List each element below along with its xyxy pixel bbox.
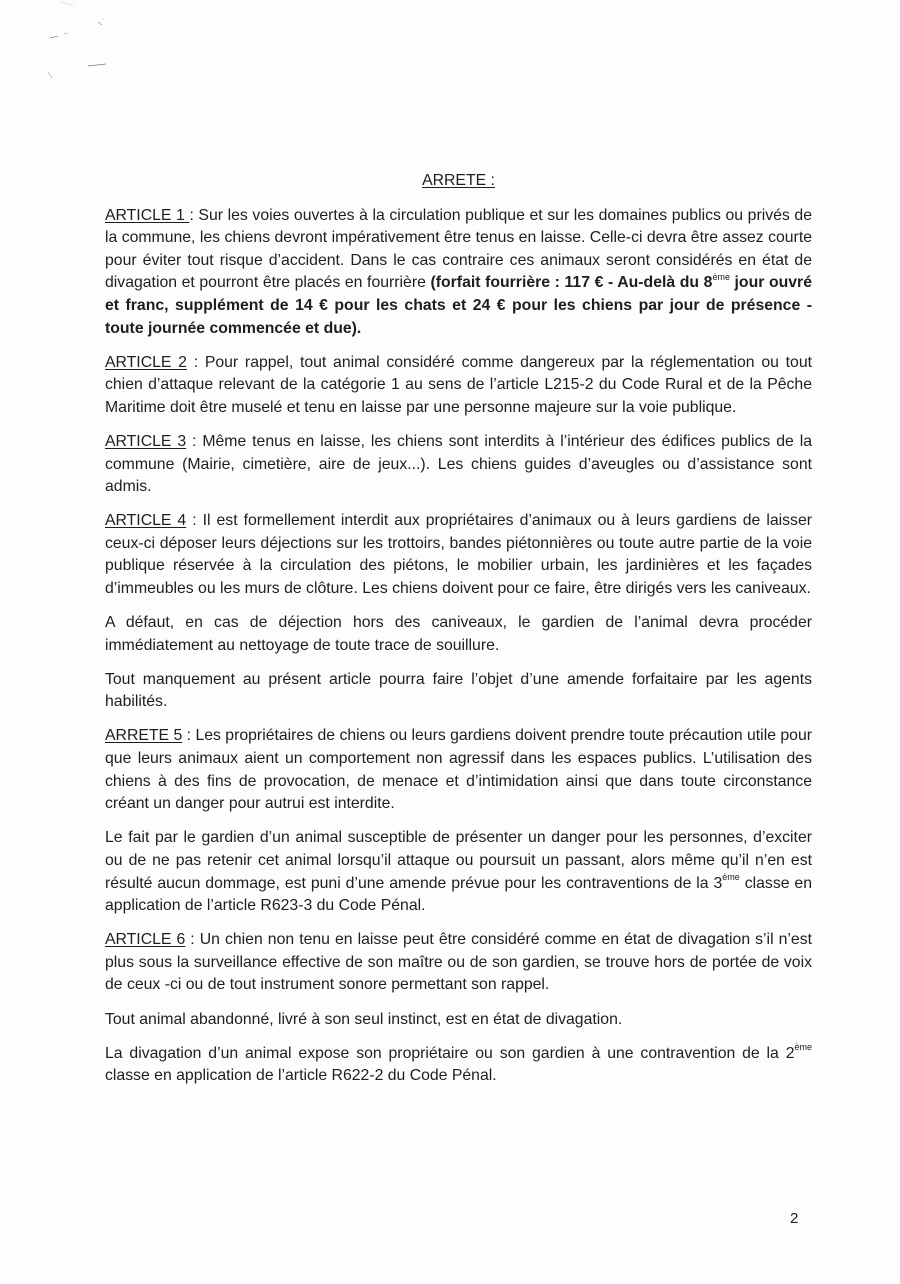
article-6: [105, 929, 812, 997]
page-title: ARRETE :: [422, 172, 495, 189]
article-4-text: : Il est formellement interdit aux propriétaires d’animaux ou à leurs gardiens de laisser ceux-ci déposer leurs déjections sur les trottoirs, bandes piétonnières ou toute autre partie de la voie publique réservée à la circulation des piétons, le mobilier urbain, les jardinières et les façades d’immeubles ou les murs de clôture. Les chiens doivent pour ce faire, être dirigés vers les caniveaux.: [105, 512, 812, 597]
article-2-label: ARTICLE 2: [105, 353, 187, 371]
article-6-paragraph-3-part-2: classe en application de l’article R622-2 du Code Pénal.: [105, 1067, 497, 1085]
article-6-label: ARTICLE 6: [105, 931, 186, 949]
article-5-label: ARRETE 5: [105, 727, 183, 745]
document-body: [105, 170, 812, 1099]
article-5-paragraph-2-part-2: classe en application de l’article R623-3 du Code Pénal.: [105, 874, 813, 915]
article-5: [105, 725, 812, 815]
article-2: [105, 352, 812, 420]
article-5-paragraph-2: [105, 827, 812, 917]
article-1: [105, 205, 812, 341]
article-3: [105, 431, 812, 499]
article-6-text: : Un chien non tenu en laisse peut être considéré comme en état de divagation s’il n’est plus sous la surveillance effective de son maître ou de son gardien, se trouve hors de portée de voix de ceux -ci ou de tout instrument sonore permettant son rappel.: [105, 931, 812, 994]
article-1-bold-part-2: jour ouvré et franc, supplément de 14 € pour les chats et 24 € pour les chiens par jour de présence - toute journée commencée et due).: [105, 274, 812, 337]
scan-speck-marks: [40, 0, 130, 90]
article-6-paragraph-3: [105, 1043, 812, 1088]
article-5-superscript: ème: [722, 872, 740, 883]
article-1-text: : Sur les voies ouvertes à la circulation publique et sur les domaines publics ou privés de la commune, les chiens devront impérativement être tenus en laisse. Celle-ci devra être assez courte pour éviter tout risque d’accident. Dans le cas contraire ces animaux seront considérés en état de divagation et pourront être placés en fourrière: [105, 206, 812, 292]
article-4-label: ARTICLE 4: [105, 512, 187, 530]
article-4: [105, 510, 812, 600]
article-5-paragraph-2-part-1: Le fait par le gardien d’un animal susceptible de présenter un danger pour les personnes, d’exciter ou de ne pas retenir cet animal lorsqu’il attaque ou poursuit un passant, alors même qu’il n’en est résulté aucun dommage, est puni d’une amende prévue pour les contraventions de la 3: [105, 829, 812, 892]
article-5-text: : Les propriétaires de chiens ou leurs gardiens doivent prendre toute précaution utile pour que leurs animaux aient un comportement non agressif dans les espaces publics. L’utilisation des chiens à des fins de provocation, de menace et d’intimidation ainsi que dans toute circonstance créant un danger pour autrui est interdite.: [105, 727, 812, 813]
page-number: 2: [790, 1210, 799, 1227]
article-3-text: : Même tenus en laisse, les chiens sont interdits à l’intérieur des édifices publics de la commune (Mairie, cimetière, aire de jeux...). Les chiens guides d’aveugles ou d’assistance sont admis.: [105, 432, 812, 496]
article-3-label: ARTICLE 3: [105, 432, 187, 450]
article-4-paragraph-2: A défaut, en cas de déjection hors des caniveaux, le gardien de l’animal devra procéder immédiatement au nettoyage de toute trace de souillure.: [105, 614, 812, 654]
article-1-superscript: ème: [712, 272, 730, 283]
article-1-label: ARTICLE 1: [105, 206, 190, 224]
article-6-paragraph-2: Tout animal abandonné, livré à son seul instinct, est en état de divagation.: [105, 1010, 623, 1028]
article-6-superscript: ème: [794, 1042, 812, 1053]
article-2-text: : Pour rappel, tout animal considéré comme dangereux par la réglementation ou tout chien d’attaque relevant de la catégorie 1 au sens de l’article L215-2 du Code Rural et de la Pêche Maritime doit être muselé et tenu en laisse par une personne majeure sur la voie publique.: [105, 353, 812, 416]
article-4-paragraph-3: Tout manquement au présent article pourra faire l’objet d’une amende forfaitaire par les agents habilités.: [105, 670, 812, 711]
article-6-paragraph-3-part-1: La divagation d’un animal expose son propriétaire ou son gardien à une contravention de la 2: [105, 1044, 795, 1062]
article-1-bold-part-1: (forfait fourrière : 117 € - Au-delà du 8: [430, 274, 713, 292]
